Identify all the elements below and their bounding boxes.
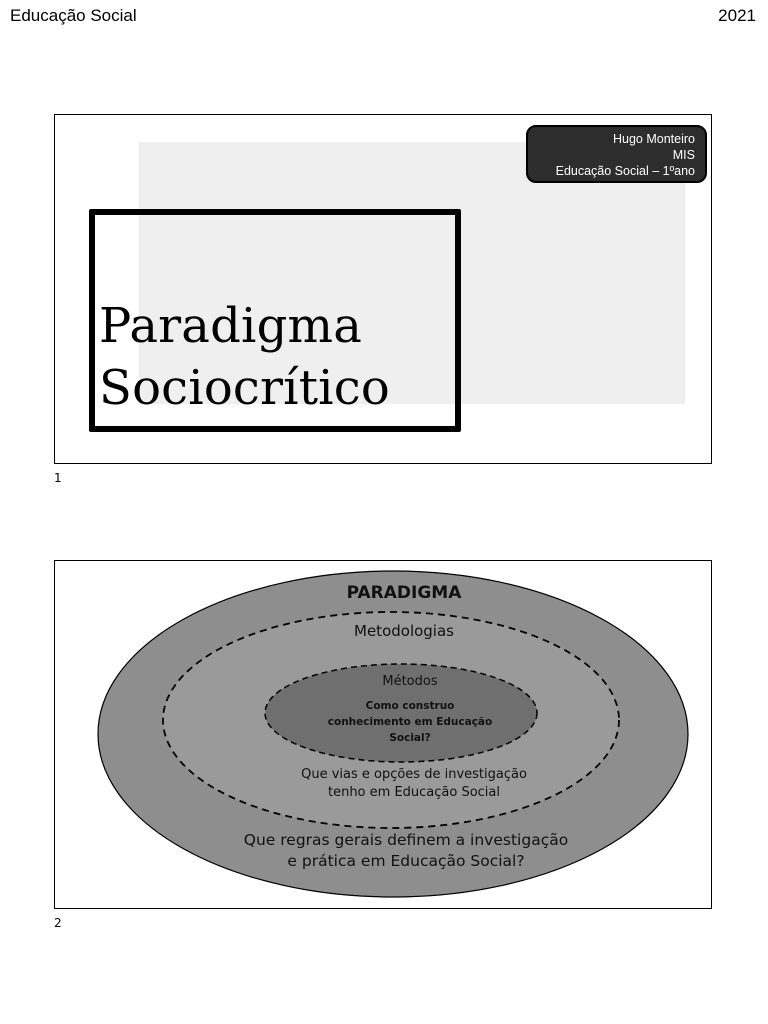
inner-question-line-1: Como construo: [365, 700, 455, 712]
inner-question-line-2: conhecimento em Educação: [327, 716, 493, 728]
inner-title: Métodos: [382, 674, 438, 689]
document-header-left: Educação Social: [10, 6, 137, 25]
outer-question-line-2: e prática em Educação Social?: [287, 852, 525, 870]
middle-question: [55, 766, 712, 802]
slide-number-2: 2: [54, 916, 62, 930]
inner-question-line-3: Social?: [389, 732, 431, 744]
author-course: MIS: [672, 148, 695, 162]
slide-title-line-2: Sociocrítico: [99, 360, 390, 416]
slide-number-1: 1: [54, 471, 62, 485]
inner-question: [55, 698, 712, 746]
author-name: Hugo Monteiro: [613, 132, 695, 146]
slide-title-line-1: Paradigma: [99, 298, 363, 354]
middle-question-line-1: Que vias e opções de investigação: [301, 767, 527, 782]
middle-title: Metodologias: [354, 622, 454, 640]
slide-1: [54, 114, 712, 464]
slide-title: [99, 295, 390, 419]
author-program: Educação Social – 1ºano: [555, 164, 695, 178]
middle-question-line-2: tenho em Educação Social: [327, 785, 500, 800]
outer-question: [55, 830, 712, 872]
outer-title: PARADIGMA: [346, 583, 462, 603]
outer-question-line-1: Que regras gerais definem a investigação: [243, 831, 569, 849]
slide-2: [54, 560, 712, 909]
document-header-year: 2021: [718, 6, 756, 25]
author-box: [526, 125, 707, 183]
